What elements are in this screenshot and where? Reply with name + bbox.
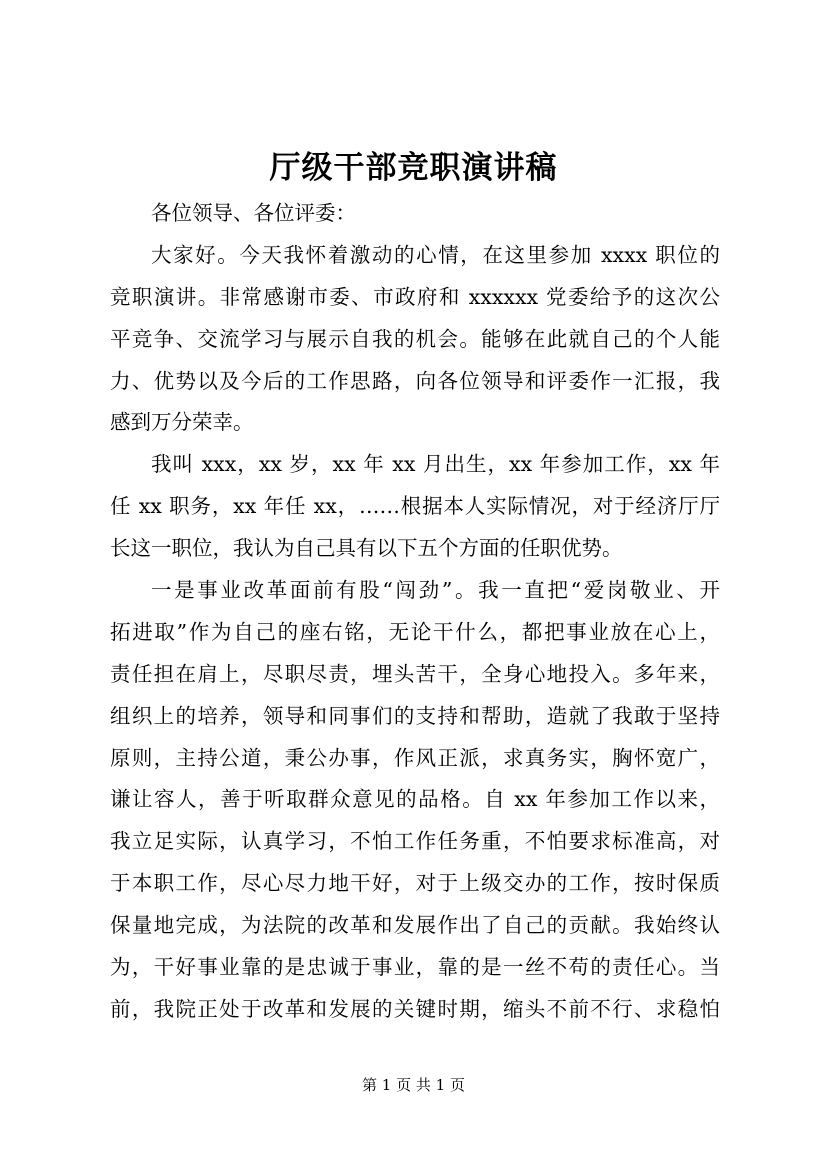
paragraph-line: 感到万分荣幸。 xyxy=(110,410,254,435)
paragraph-line: 谦让容人，善于听取群众意见的品格。自 xx 年参加工作以来， xyxy=(110,787,720,812)
paragraph-line: 前，我院正处于改革和发展的关键时期，缩头不前不行、求稳怕 xyxy=(110,996,720,1021)
paragraph-line: 平竞争、交流学习与展示自我的机会。能够在此就自己的个人能 xyxy=(110,326,720,351)
paragraph-line: 我叫 xxx，xx 岁，xx 年 xx 月出生，xx 年参加工作，xx 年 xyxy=(151,452,720,477)
paragraph-line: 一是事业改革面前有股“闯劲”。我一直把“爱岗敬业、开 xyxy=(151,578,720,603)
paragraph-line: 组织上的培养，领导和同事们的支持和帮助，造就了我敢于坚持 xyxy=(110,703,720,728)
page-number-label: 第 1 页 共 1 页 xyxy=(362,1076,465,1094)
paragraph-line: 大家好。今天我怀着激动的心情，在这里参加 xxxx 职位的 xyxy=(151,242,720,267)
paragraph-line: 我立足实际，认真学习，不怕工作任务重，不怕要求标准高，对 xyxy=(110,829,720,854)
document-body xyxy=(110,193,720,1031)
paragraph-line: 责任担在肩上，尽职尽责，埋头苦干，全身心地投入。多年来， xyxy=(110,661,720,686)
paragraph-line: 长这一职位，我认为自己具有以下五个方面的任职优势。 xyxy=(110,536,623,561)
page-footer xyxy=(0,1073,827,1097)
document-title: 厅级干部竞职演讲稿 xyxy=(269,150,558,186)
paragraph-line: 竞职演讲。非常感谢市委、市政府和 xxxxxx 党委给予的这次公 xyxy=(110,284,720,309)
paragraph-line: 原则，主持公道，秉公办事，作风正派，求真务实，胸怀宽广， xyxy=(110,745,720,770)
paragraph-line: 力、优势以及今后的工作思路，向各位领导和评委作一汇报，我 xyxy=(110,368,720,393)
paragraph-line: 保量地完成，为法院的改革和发展作出了自己的贡献。我始终认 xyxy=(110,913,720,938)
paragraph-line: 任 xx 职务，xx 年任 xx，……根据本人实际情况，对于经济厅厅 xyxy=(110,494,720,519)
paragraph-line: 拓进取”作为自己的座右铭，无论干什么，都把事业放在心上， xyxy=(110,619,720,644)
paragraph-line: 于本职工作，尽心尽力地干好，对于上级交办的工作，按时保质 xyxy=(110,871,720,896)
paragraph-line: 各位领导、各位评委： xyxy=(151,201,356,225)
paragraph-line: 为，干好事业靠的是忠诚于事业，靠的是一丝不苟的责任心。当 xyxy=(110,955,720,980)
